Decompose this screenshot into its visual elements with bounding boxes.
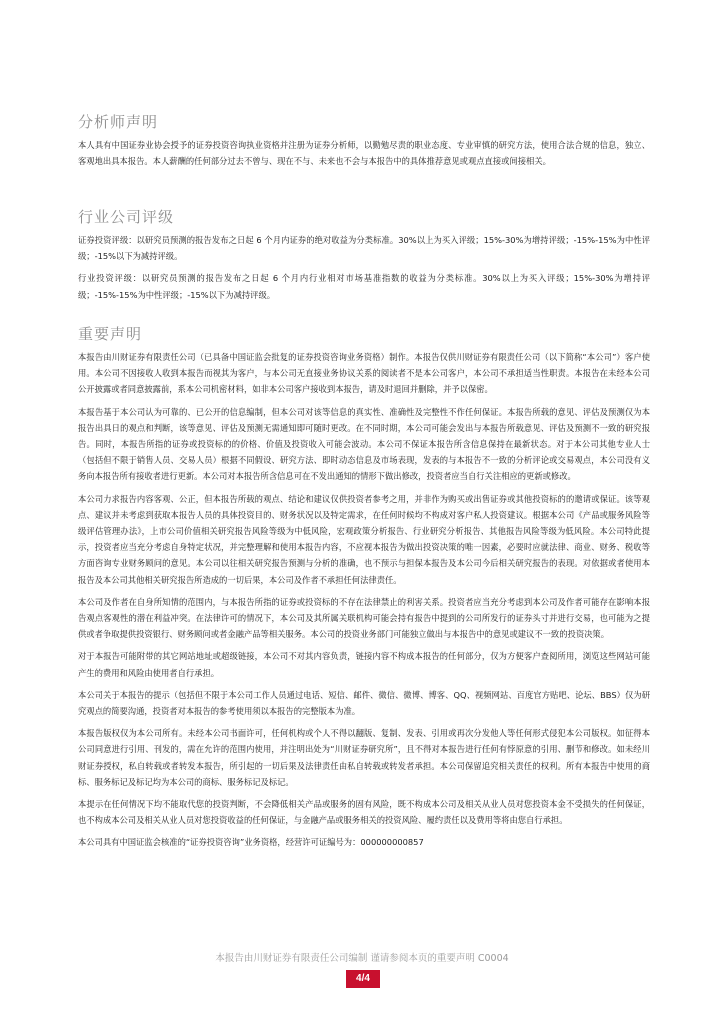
disclaimer-paragraph: 本公司力求报告内容客观、公正，但本报告所载的观点、结论和建议仅供投资者参考之用，并非作为购买或出售证券或其他投资标的的邀请或保证。该等观点、建议并未考虑到获取本报告人员的具体投资目的、财务状况以及特定需求，在任何时候均不构成对客户私人投资建议。根据本公司《产品或服务风险等级评估管理办法》，上市公司价值相关研究报告风险等级为中低风险，宏观政策分析报告、行业研究分析报告、其他报告风险等级为低风险。本公司特此提示，投资者应当充分考虑自身特定状况，并完整理解和使用本报告内容，不应视本报告为做出投资决策的唯一因素，必要时应就法律、商业、财务、税收等方面咨询专业财务顾问的意见。本公司以往相关研究报告预测与分析的准确，也不预示与担保本报告及本公司今后相关研究报告的表现。对依据或者使用本报告及本公司其他相关研究报告所造成的一切后果，本公司及作者不承担任何法律责任。 [78,493,650,585]
security-rating-text: 证券投资评级：以研究员预测的报告发布之日起 6 个月内证券的绝对收益为分类标准。30%以上为买入评级；15%-30%为增持评级；-15%-15%为中性评级；-15%以下为减持评级。 [78,235,650,262]
industry-rating-text: 行业投资评级：以研究员预测的报告发布之日起 6 个月内行业相对市场基准指数的收益为分类标准。30%以上为买入评级；15%-30%为增持评级；-15%-15%为中性评级；-15%以下为减持评级。 [78,273,650,300]
disclaimer-paragraph: 对于本报告可能附带的其它网站地址或超级链接，本公司不对其内容负责，链接内容不构成本报告的任何部分，仅为方便客户查阅所用，浏览这些网站可能产生的费用和风险由使用者自行承担。 [78,651,650,678]
disclaimer-title: 重要声明 [78,325,143,343]
disclaimer-paragraph: 本提示在任何情况下均不能取代您的投资判断，不会降低相关产品或服务的固有风险，既不构成本公司及相关从业人员对您投资本金不受损失的任何保证，也不构成本公司及相关从业人员对您投资收益的任何保证，与金融产品或服务相关的投资风险、履约责任以及费用等将由您自行承担。 [78,799,650,826]
disclaimer-paragraph: 本报告由川财证券有限责任公司（已具备中国证监会批复的证券投资咨询业务资格）制作。本报告仅供川财证券有限责任公司（以下简称“本公司”）客户使用。本公司不因接收人收到本报告而视其为客户，与本公司无直接业务协议关系的阅读者不是本公司客户，本公司不承担适当性职责。本报告在未经本公司公开披露或者同意披露前，系本公司机密材料，如非本公司客户接收到本报告，请及时退回并删除，并予以保密。 [78,352,650,395]
rating-title: 行业公司评级 [78,208,175,226]
disclaimer-paragraph: 本公司关于本报告的提示（包括但不限于本公司工作人员通过电话、短信、邮件、微信、微博、博客、QQ、视频网站、百度官方贴吧、论坛、BBS）仅为研究观点的简要沟通，投资者对本报告的参考使用须以本报告的完整版本为准。 [78,689,650,717]
license-number-text: 本公司具有中国证监会核准的“证券投资咨询”业务资格，经营许可证编号为：000000000857 [78,837,424,848]
disclaimer-paragraph: 本报告版权仅为本公司所有。未经本公司书面许可，任何机构或个人不得以翻版、复制、发表、引用或再次分发他人等任何形式侵犯本公司版权。如征得本公司同意进行引用、刊发的，需在允许的范围内使用，并注明出处为“川财证券研究所”，且不得对本报告进行任何有悖原意的引用、删节和修改。如未经川财证券授权，私自转载或者转发本报告，所引起的一切后果及法律责任由私自转载或转发者承担。本公司保留追究相关责任的权利。所有本报告中使用的商标、服务标记及标记均为本公司的商标、服务标记及标记。 [78,728,650,787]
analyst-statement-text: 本人具有中国证券业协会授予的证券投资咨询执业资格并注册为证券分析师，以勤勉尽责的职业态度、专业审慎的研究方法，使用合法合规的信息，独立、客观地出具本报告。本人薪酬的任何部分过去不曾与、现在不与、未来也不会与本报告中的具体推荐意见或观点直接或间接相关。 [78,140,650,167]
analyst-statement-section [78,110,650,175]
footer-notice: 本报告由川财证券有限责任公司编制 谨请参阅本页的重要声明 C0004 [215,953,509,964]
disclaimer-paragraph: 本公司及作者在自身所知情的范围内，与本报告所指的证券或投资标的不存在法律禁止的利害关系。投资者应当充分考虑到本公司及作者可能存在影响本报告观点客观性的潜在利益冲突。在法律许可的情况下，本公司及其所属关联机构可能会持有报告中提到的公司所发行的证券头寸并进行交易，也可能为之提供或者争取提供投资银行、财务顾问或者金融产品等相关服务。本公司的投资业务部门可能独立做出与本报告中的意见或建议不一致的投资决策。 [78,596,650,640]
rating-section [78,205,650,309]
disclaimer-section [78,322,650,857]
analyst-statement-title: 分析师声明 [78,113,159,131]
page-number-badge: 4/4 [346,970,380,988]
disclaimer-paragraph: 本报告基于本公司认为可靠的、已公开的信息编制，但本公司对该等信息的真实性、准确性及完整性不作任何保证。本报告所载的意见、评估及预测仅为本报告出具日的观点和判断，该等意见、评估及预测无需通知即可随时更改。在不同时期，本公司可能会发出与本报告所载意见、评估及预测不一致的研究报告。同时，本报告所指的证券或投资标的的价格、价值及投资收入可能会波动。本公司不保证本报告所含信息保持在最新状态。对于本公司其他专业人士（包括但不限于销售人员、交易人员）根据不同假设、研究方法、即时动态信息及市场表现，发表的与本报告不一致的分析评论或交易观点，本公司没有义务向本报告所有接收者进行更新。本公司对本报告所含信息可在不发出通知的情形下做出修改，投资者应当自行关注相应的更新或修改。 [78,406,650,482]
